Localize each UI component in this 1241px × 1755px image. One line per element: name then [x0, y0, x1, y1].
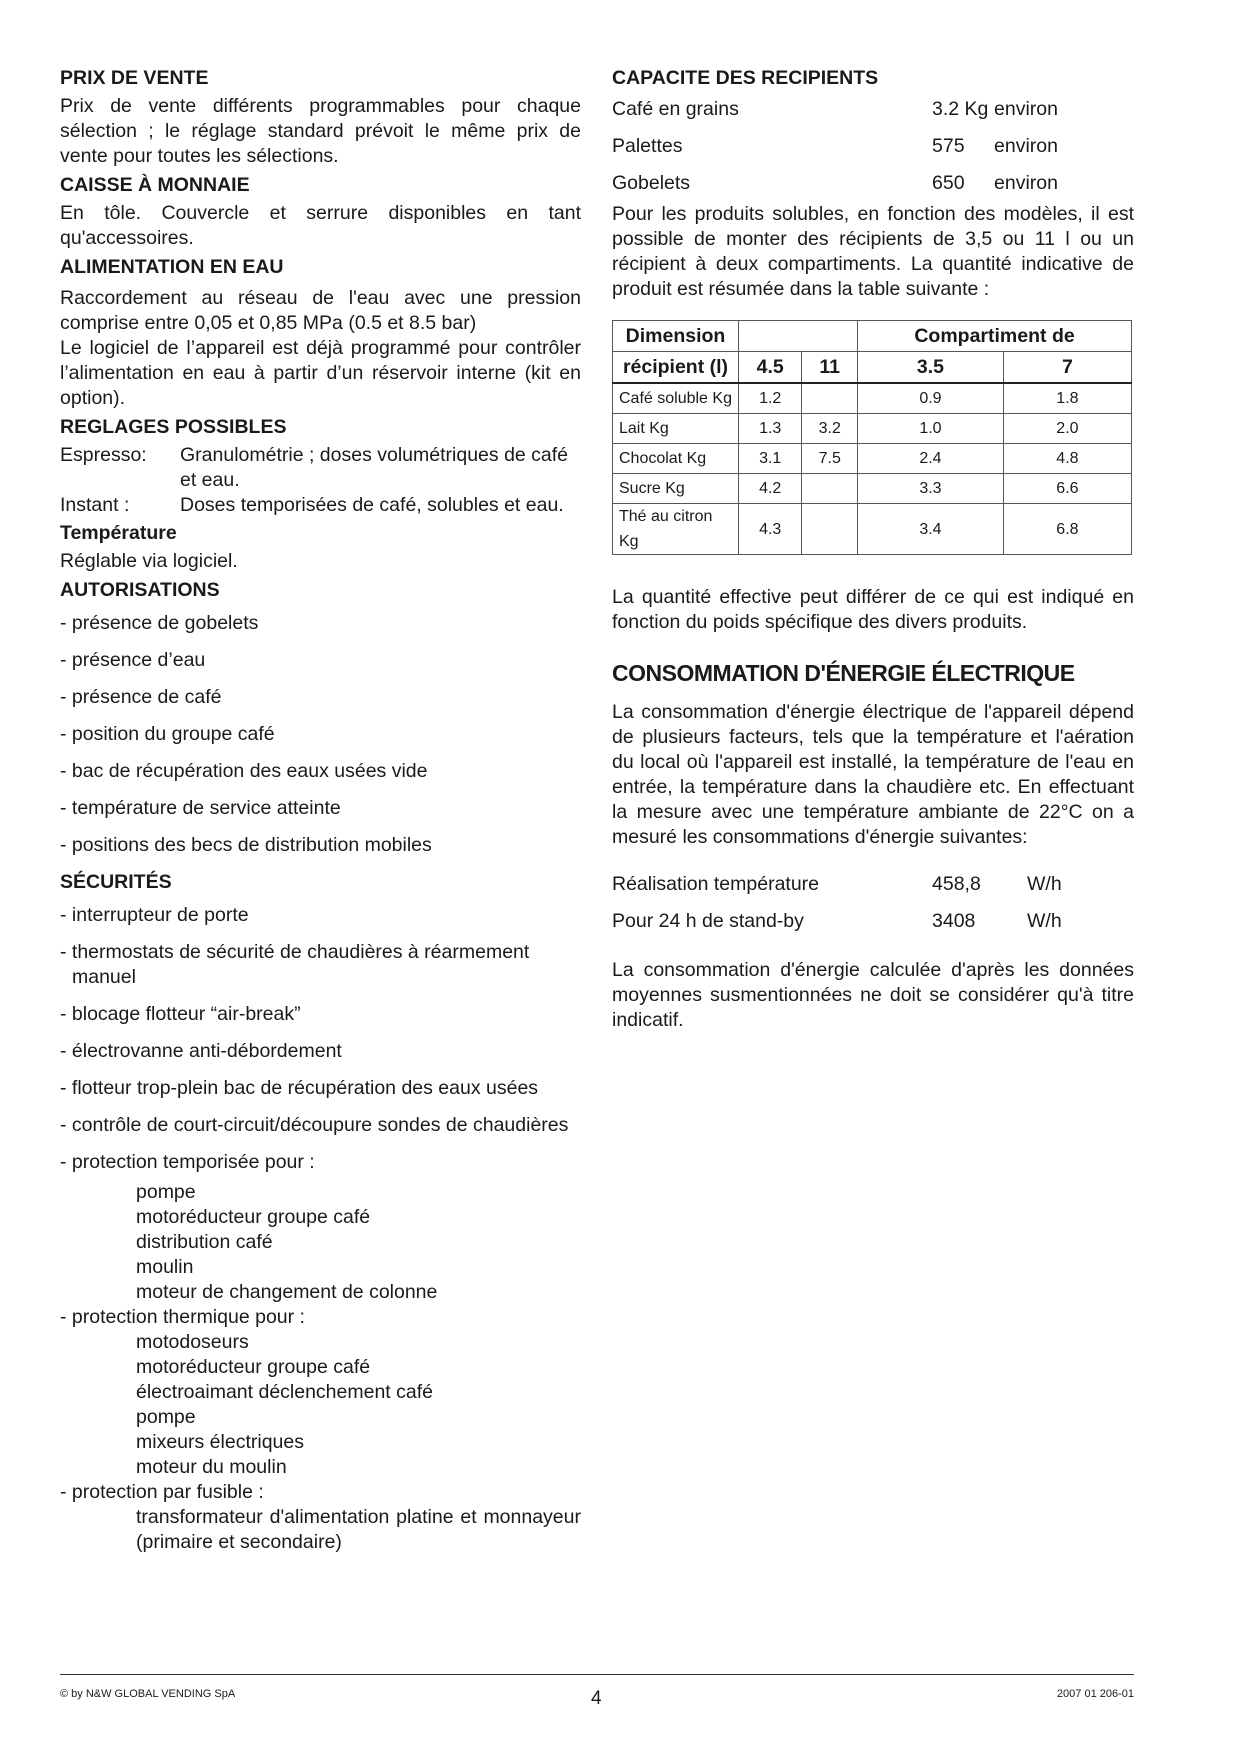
capacity-unit: environ [994, 135, 1058, 157]
thermique-sublist [60, 1330, 581, 1480]
fusible-sublist [60, 1505, 581, 1555]
table-col-header: 4.5 [739, 352, 802, 384]
section-title-autorisations: AUTORISATIONS [60, 579, 220, 601]
list-item: - interrupteur de porte [60, 904, 249, 926]
sub-item: moteur du moulin [136, 1456, 287, 1478]
section-title-securites: SÉCURITÉS [60, 871, 172, 893]
capacity-name: Palettes [612, 135, 683, 157]
after-table-text: La quantité effective peut différer de ce qui est indiqué en fonction du poids spécifique des divers produits. [612, 586, 1134, 633]
energy-name: Pour 24 h de stand-by [612, 910, 804, 932]
table-row [613, 383, 1132, 414]
reglage-row [60, 443, 581, 493]
footer-code: 2007 01 206-01 [1056, 1688, 1134, 1700]
reglage-row [60, 493, 581, 518]
energy-value: 3408 [932, 910, 976, 932]
table-header-compartiment: Compartiment de [858, 321, 1132, 352]
sub-item: mixeurs électriques [136, 1431, 304, 1453]
table-cell: 7.5 [802, 444, 858, 474]
table-row [613, 474, 1132, 504]
table-col-header: 7 [1003, 352, 1131, 384]
list-item: - contrôle de court-circuit/découpure sondes de chaudières [60, 1114, 569, 1136]
footer-divider [60, 1674, 1134, 1675]
table-row-label: Café soluble Kg [613, 383, 739, 414]
section-title-reglages: REGLAGES POSSIBLES [60, 416, 287, 438]
capacity-unit: environ [994, 172, 1058, 194]
table-row [613, 444, 1132, 474]
sub-item: distribution café [136, 1231, 273, 1253]
table-row-label: Lait Kg [613, 414, 739, 444]
table-col-header: 3.5 [858, 352, 1004, 384]
list-item: - thermostats de sécurité de chaudières à réarmement manuel [60, 941, 530, 988]
sub-item: pompe [136, 1406, 196, 1428]
prix-text: Prix de vente différents programmables pour chaque sélection ; le réglage standard prévoit le même prix de vente pour toutes les sélections. [60, 95, 581, 167]
table-cell [802, 504, 858, 555]
section-title-capacite: CAPACITE DES RECIPIENTS [612, 67, 879, 89]
capacity-name: Gobelets [612, 172, 691, 194]
table-cell: 6.6 [1003, 474, 1131, 504]
table-row-label: Sucre Kg [613, 474, 739, 504]
caisse-text: En tôle. Couvercle et serrure disponibles en tant qu'accessoires. [60, 202, 581, 249]
page-number: 4 [591, 1688, 602, 1709]
section-title-energie: CONSOMMATION D'ÉNERGIE ÉLECTRIQUE [612, 660, 1075, 686]
footer-copyright: © by N&W GLOBAL VENDING SpA [60, 1688, 236, 1700]
capacity-row [612, 128, 1134, 165]
thermique-label: - protection thermique pour : [60, 1306, 305, 1328]
list-item: - température de service atteinte [60, 797, 341, 819]
table-row-label: Chocolat Kg [613, 444, 739, 474]
list-item: - blocage flotteur “air-break” [60, 1003, 301, 1025]
sub-item: motoréducteur groupe café [136, 1206, 371, 1228]
right-column [612, 66, 1134, 1037]
table-header-empty [739, 321, 858, 352]
fusible-label: - protection par fusible : [60, 1481, 264, 1503]
table-cell: 2.0 [1003, 414, 1131, 444]
securites-list [60, 903, 581, 1175]
tempo-sublist [60, 1180, 581, 1305]
table-cell [802, 383, 858, 414]
sub-item: moulin [136, 1256, 194, 1278]
table-cell: 4.2 [739, 474, 802, 504]
table-cell [802, 474, 858, 504]
autorisations-list [60, 611, 581, 858]
table-cell: 3.2 [802, 414, 858, 444]
capacity-row [612, 91, 1134, 128]
temperature-text: Réglable via logiciel. [60, 550, 238, 572]
table-header-dimension: Dimension [613, 321, 739, 352]
table-header-recipient: récipient (l) [613, 352, 739, 384]
reglage-key: Espresso: [60, 444, 147, 466]
table-cell: 4.8 [1003, 444, 1131, 474]
table-cell: 2.4 [858, 444, 1004, 474]
table-cell: 1.3 [739, 414, 802, 444]
sub-item: transformateur d'alimentation platine et monnayeur (primaire et secondaire) [136, 1506, 581, 1553]
list-item: - flotteur trop-plein bac de récupération des eaux usées [60, 1077, 539, 1099]
table-cell: 1.0 [858, 414, 1004, 444]
energy-value: 458,8 [932, 873, 981, 895]
reglage-value: Granulométrie ; doses volumétriques de café et eau. [180, 444, 569, 491]
energy-note: La consommation d'énergie calculée d'après les données moyennes susmentionnées ne doit se considérer qu'à titre indicatif. [612, 959, 1134, 1031]
energy-name: Réalisation température [612, 873, 820, 895]
table-cell: 3.1 [739, 444, 802, 474]
table-cell: 1.8 [1003, 383, 1131, 414]
quantity-table [612, 320, 1132, 555]
energy-text: La consommation d'énergie électrique de l'appareil dépend de plusieurs facteurs, tels que la température et l'aération du local où l'appareil est installé, la température de l'eau en entrée, la température dans la chaudière etc. En effectuant la mesure avec une température ambiante de 22°C on a mesuré les consommations d'énergie suivantes: [612, 701, 1134, 848]
sub-item: motoréducteur groupe café [136, 1356, 371, 1378]
list-item: - bac de récupération des eaux usées vide [60, 760, 428, 782]
table-row [613, 504, 1132, 555]
table-cell: 3.3 [858, 474, 1004, 504]
capacity-row [612, 165, 1134, 202]
section-title-eau: ALIMENTATION EN EAU [60, 256, 284, 278]
energy-unit: W/h [1027, 910, 1062, 932]
eau-text-1: Raccordement au réseau de l'eau avec une pression comprise entre 0,05 et 0,85 MPa (0.5 et 8.5 bar) [60, 287, 581, 334]
table-cell: 1.2 [739, 383, 802, 414]
section-title-caisse: CAISSE À MONNAIE [60, 174, 250, 196]
left-column [60, 66, 581, 1555]
sub-item: électroaimant déclenchement café [136, 1381, 434, 1403]
table-cell: 3.4 [858, 504, 1004, 555]
eau-text-2: Le logiciel de l’appareil est déjà programmé pour contrôler l’alimentation en eau à partir d’un réservoir interne (kit en option). [60, 337, 581, 409]
energy-row [612, 903, 1134, 940]
section-title-prix: PRIX DE VENTE [60, 67, 209, 89]
sub-item: pompe [136, 1181, 196, 1203]
capacity-qty: 3.2 Kg [932, 98, 989, 120]
energy-row [612, 866, 1134, 903]
table-cell: 6.8 [1003, 504, 1131, 555]
list-item: - position du groupe café [60, 723, 275, 745]
list-item: - protection temporisée pour : [60, 1151, 315, 1173]
reglage-key: Instant : [60, 494, 130, 516]
table-cell: 4.3 [739, 504, 802, 555]
sub-item: motodoseurs [136, 1331, 249, 1353]
capacity-qty: 650 [932, 172, 965, 194]
sub-item: moteur de changement de colonne [136, 1281, 438, 1303]
capacity-text: Pour les produits solubles, en fonction des modèles, il est possible de monter des récipients de 3,5 ou 11 l ou un récipient à deux compartiments. La quantité indicative de produit est résumée dans la table suivante : [612, 203, 1134, 300]
list-item: - présence de café [60, 686, 222, 708]
table-row [613, 414, 1132, 444]
section-title-temperature: Température [60, 522, 177, 544]
list-item: - présence d’eau [60, 649, 206, 671]
table-col-header: 11 [802, 352, 858, 384]
reglage-value: Doses temporisées de café, solubles et eau. [180, 494, 564, 516]
list-item: - positions des becs de distribution mobiles [60, 834, 432, 856]
capacity-unit: environ [994, 98, 1058, 120]
list-item: - électrovanne anti-débordement [60, 1040, 342, 1062]
list-item: - présence de gobelets [60, 612, 259, 634]
energy-unit: W/h [1027, 873, 1062, 895]
table-row-label: Thé au citron Kg [613, 504, 739, 555]
table-cell: 0.9 [858, 383, 1004, 414]
capacity-qty: 575 [932, 135, 965, 157]
capacity-name: Café en grains [612, 98, 739, 120]
